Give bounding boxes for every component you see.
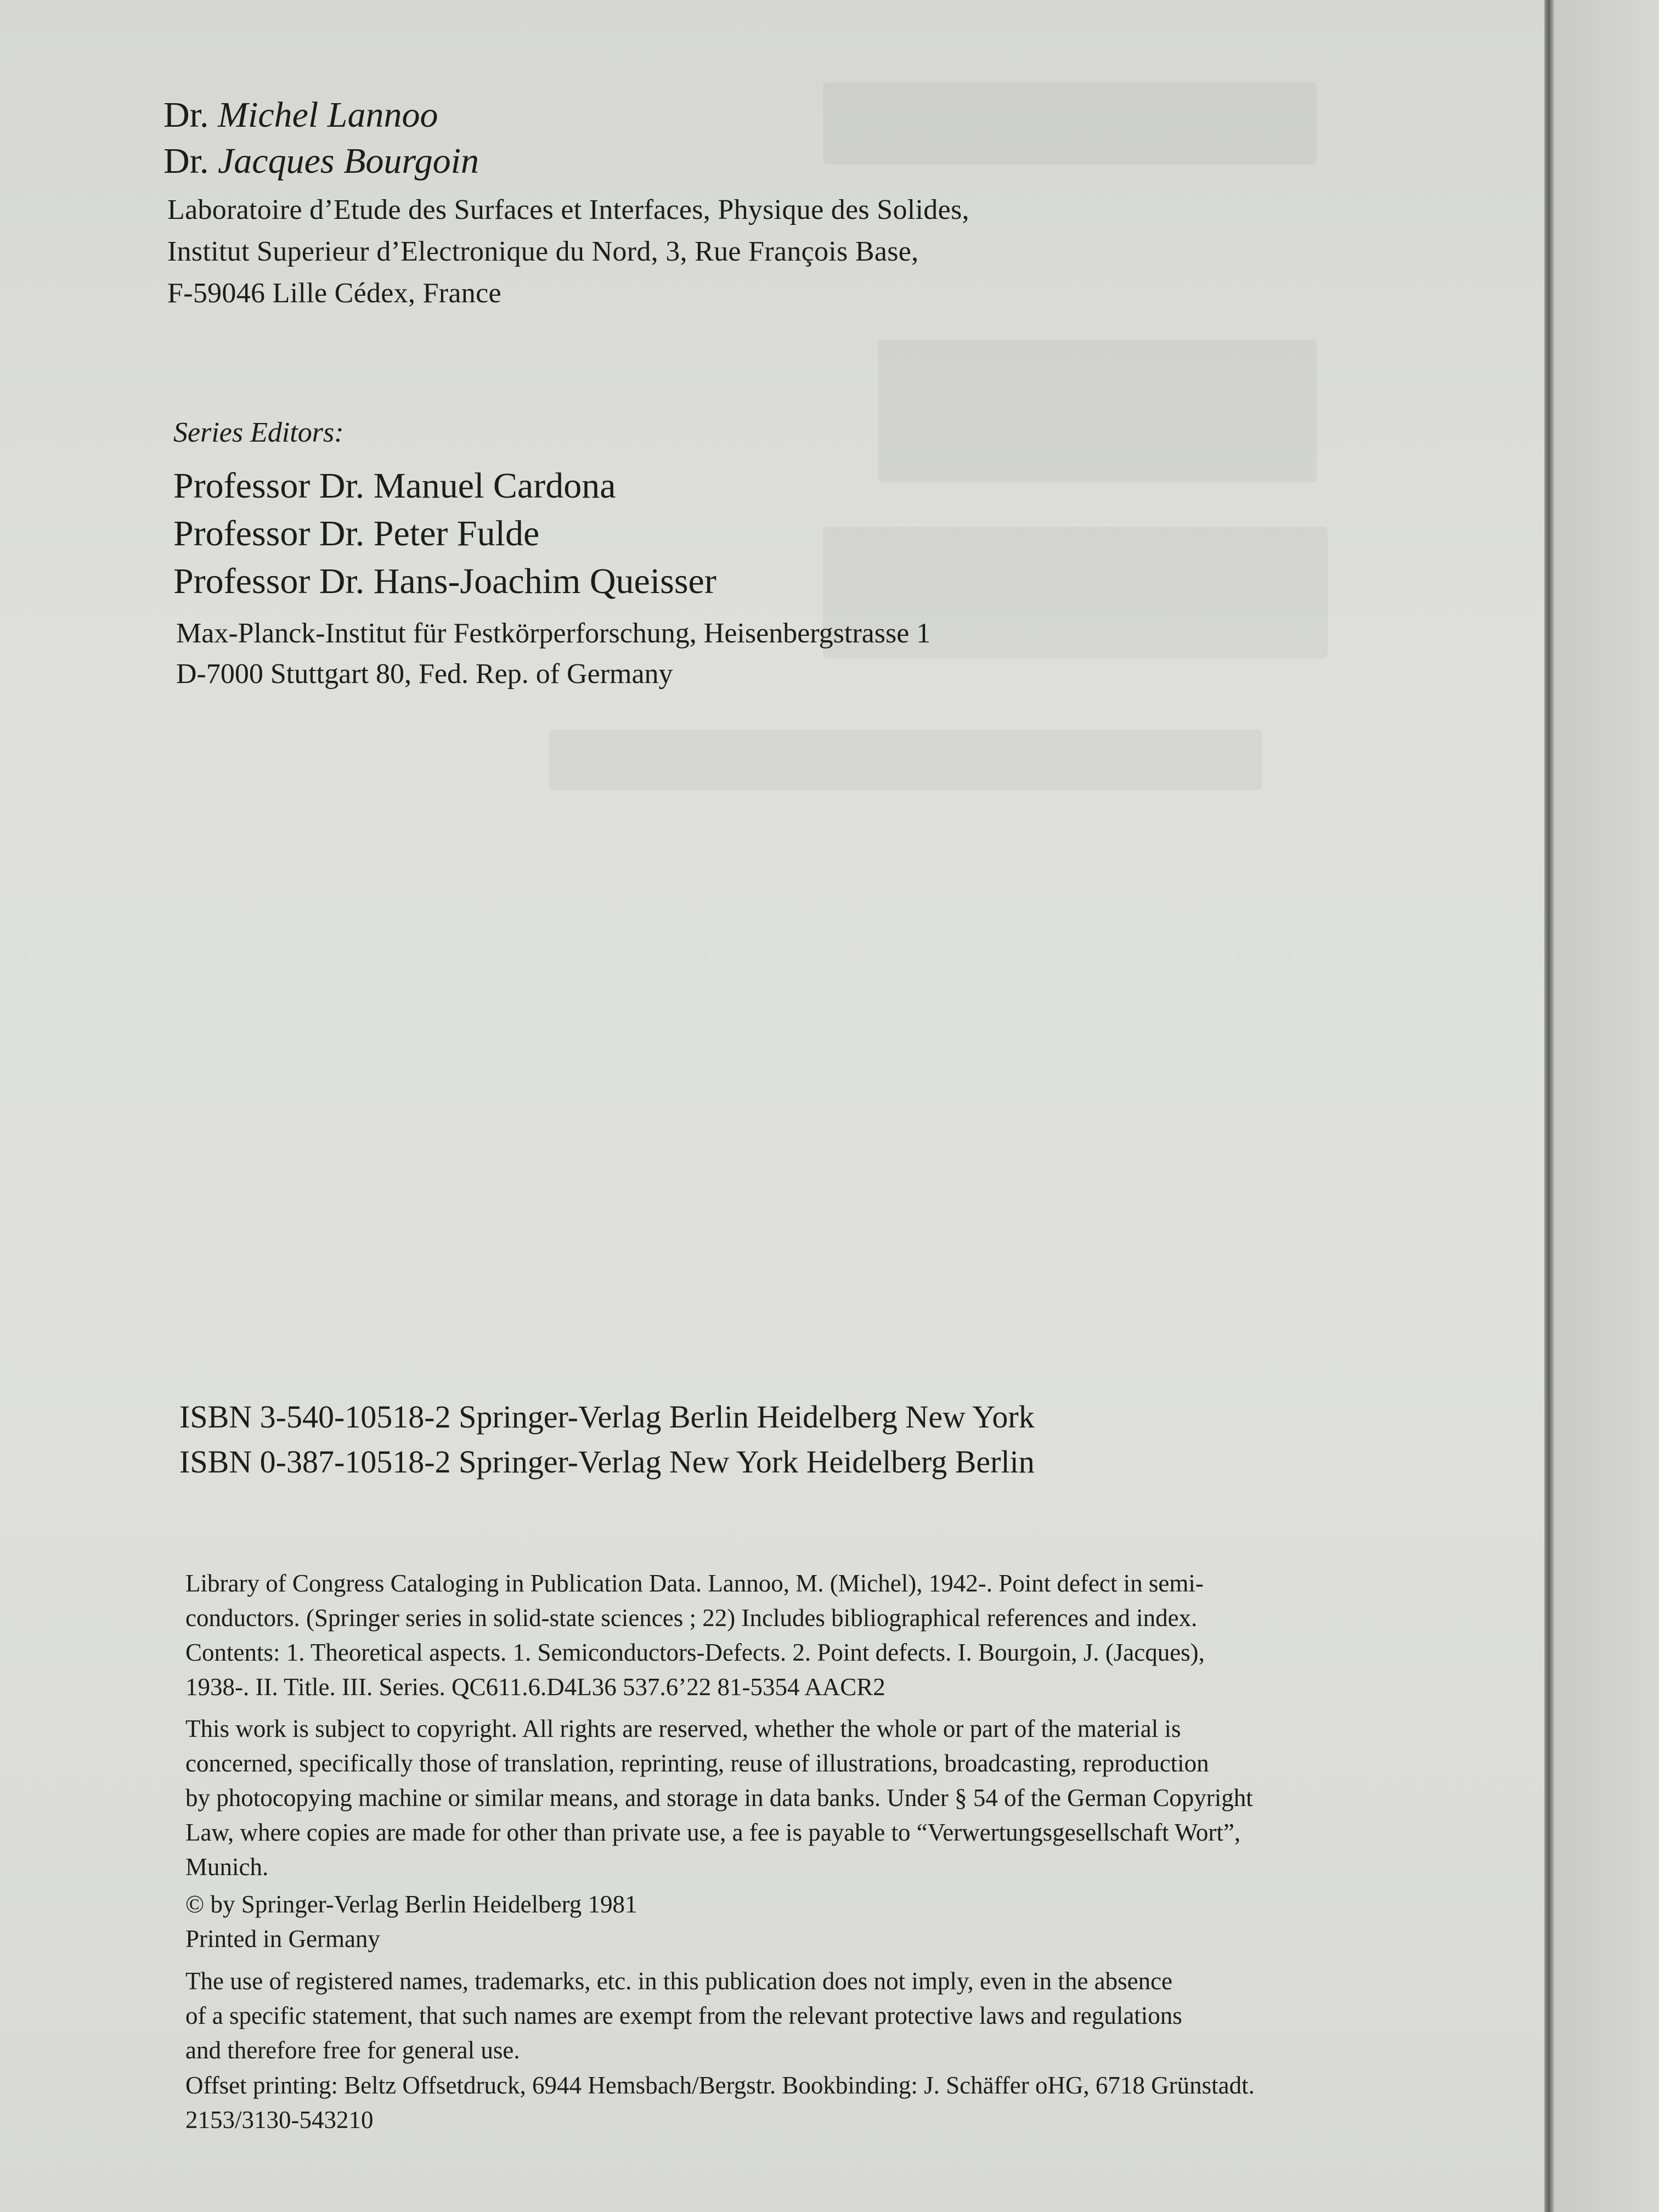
cataloging-line: conductors. (Springer series in solid-state sciences ; 22) Includes bibliographical references and index.: [185, 1604, 1198, 1632]
print-code: 2153/3130-543210: [185, 2106, 374, 2134]
editors-institute: [176, 613, 930, 695]
trademark-line: The use of registered names, trademarks, etc. in this publication does not imply, even in the absence: [185, 1967, 1173, 1995]
copyright-notice-line: This work is subject to copyright. All rights are reserved, whether the whole or part of the material is: [185, 1715, 1181, 1742]
series-editor: Professor Dr. Peter Fulde: [173, 514, 540, 554]
author-affiliation: [167, 189, 969, 314]
author-line: Dr. Jacques Bourgoin: [163, 141, 479, 181]
isbn-block: [179, 1395, 1035, 1485]
copyright-notice-line: concerned, specifically those of translation, reprinting, reuse of illustrations, broadcasting, reproduction: [185, 1750, 1209, 1777]
affiliation-line: Institut Superieur d’Electronique du Nord, 3, Rue François Base,: [167, 236, 919, 267]
series-editors-list: [173, 462, 716, 605]
show-through-shadow: [549, 730, 1262, 790]
isbn-line: ISBN 3-540-10518-2 Springer-Verlag Berlin Heidelberg New York: [179, 1399, 1035, 1435]
affiliation-line: Laboratoire d’Etude des Surfaces et Interfaces, Physique des Solides,: [167, 194, 969, 225]
author-name: Michel Lannoo: [218, 95, 438, 135]
copyright-notice-line: by photocopying machine or similar means, and storage in data banks. Under § 54 of the German Copyright: [185, 1784, 1253, 1812]
institute-line: D-7000 Stuttgart 80, Fed. Rep. of Germany: [176, 658, 673, 690]
author-name: Jacques Bourgoin: [218, 141, 479, 181]
institute-line: Max-Planck-Institut für Festkörperforschung, Heisenbergstrasse 1: [176, 618, 931, 649]
copyright-holder: © by Springer-Verlag Berlin Heidelberg 1981: [185, 1891, 637, 1918]
series-editors-heading: Series Editors:: [173, 417, 344, 448]
trademark-line: of a specific statement, that such names are exempt from the relevant protective laws and regulations: [185, 2002, 1182, 2029]
trademark-line: and therefore free for general use.: [185, 2036, 520, 2064]
printing-line: Offset printing: Beltz Offsetdruck, 6944 Hemsbach/Bergstr. Bookbinding: J. Schäffer oHG, 6718 Grünstadt.: [185, 2072, 1255, 2099]
author-line: Dr. Michel Lannoo: [163, 95, 438, 135]
copyright-notice: [185, 1712, 1253, 1884]
page-gutter: [1544, 0, 1554, 2212]
cataloging-data: [185, 1566, 1205, 1705]
trademark-notice: [185, 1964, 1182, 2068]
authors: [163, 92, 479, 184]
cataloging-line: Library of Congress Cataloging in Publication Data. Lannoo, M. (Michel), 1942-. Point defect in semi-: [185, 1570, 1204, 1597]
cataloging-line: Contents: 1. Theoretical aspects. 1. Semiconductors-Defects. 2. Point defects. I. Bourgoin, J. (Jacques),: [185, 1639, 1205, 1666]
show-through-shadow: [878, 340, 1317, 483]
copyright-notice-line: Law, where copies are made for other than private use, a fee is payable to “Verwertungsgesellschaft Wort”,: [185, 1819, 1241, 1846]
adjacent-page: [1554, 0, 1659, 2212]
series-editor: Professor Dr. Manuel Cardona: [173, 466, 616, 506]
affiliation-line: F-59046 Lille Cédex, France: [167, 278, 501, 309]
printing-credits: [185, 2068, 1255, 2137]
show-through-shadow: [823, 82, 1317, 165]
isbn-line: ISBN 0-387-10518-2 Springer-Verlag New York Heidelberg Berlin: [179, 1444, 1035, 1480]
copyright-line: [185, 1887, 637, 1956]
cataloging-line: 1938-. II. Title. III. Series. QC611.6.D4L36 537.6’22 81-5354 AACR2: [185, 1673, 885, 1701]
copyright-notice-line: Munich.: [185, 1853, 269, 1881]
series-editor: Professor Dr. Hans-Joachim Queisser: [173, 561, 716, 601]
printed-in: Printed in Germany: [185, 1925, 380, 1953]
